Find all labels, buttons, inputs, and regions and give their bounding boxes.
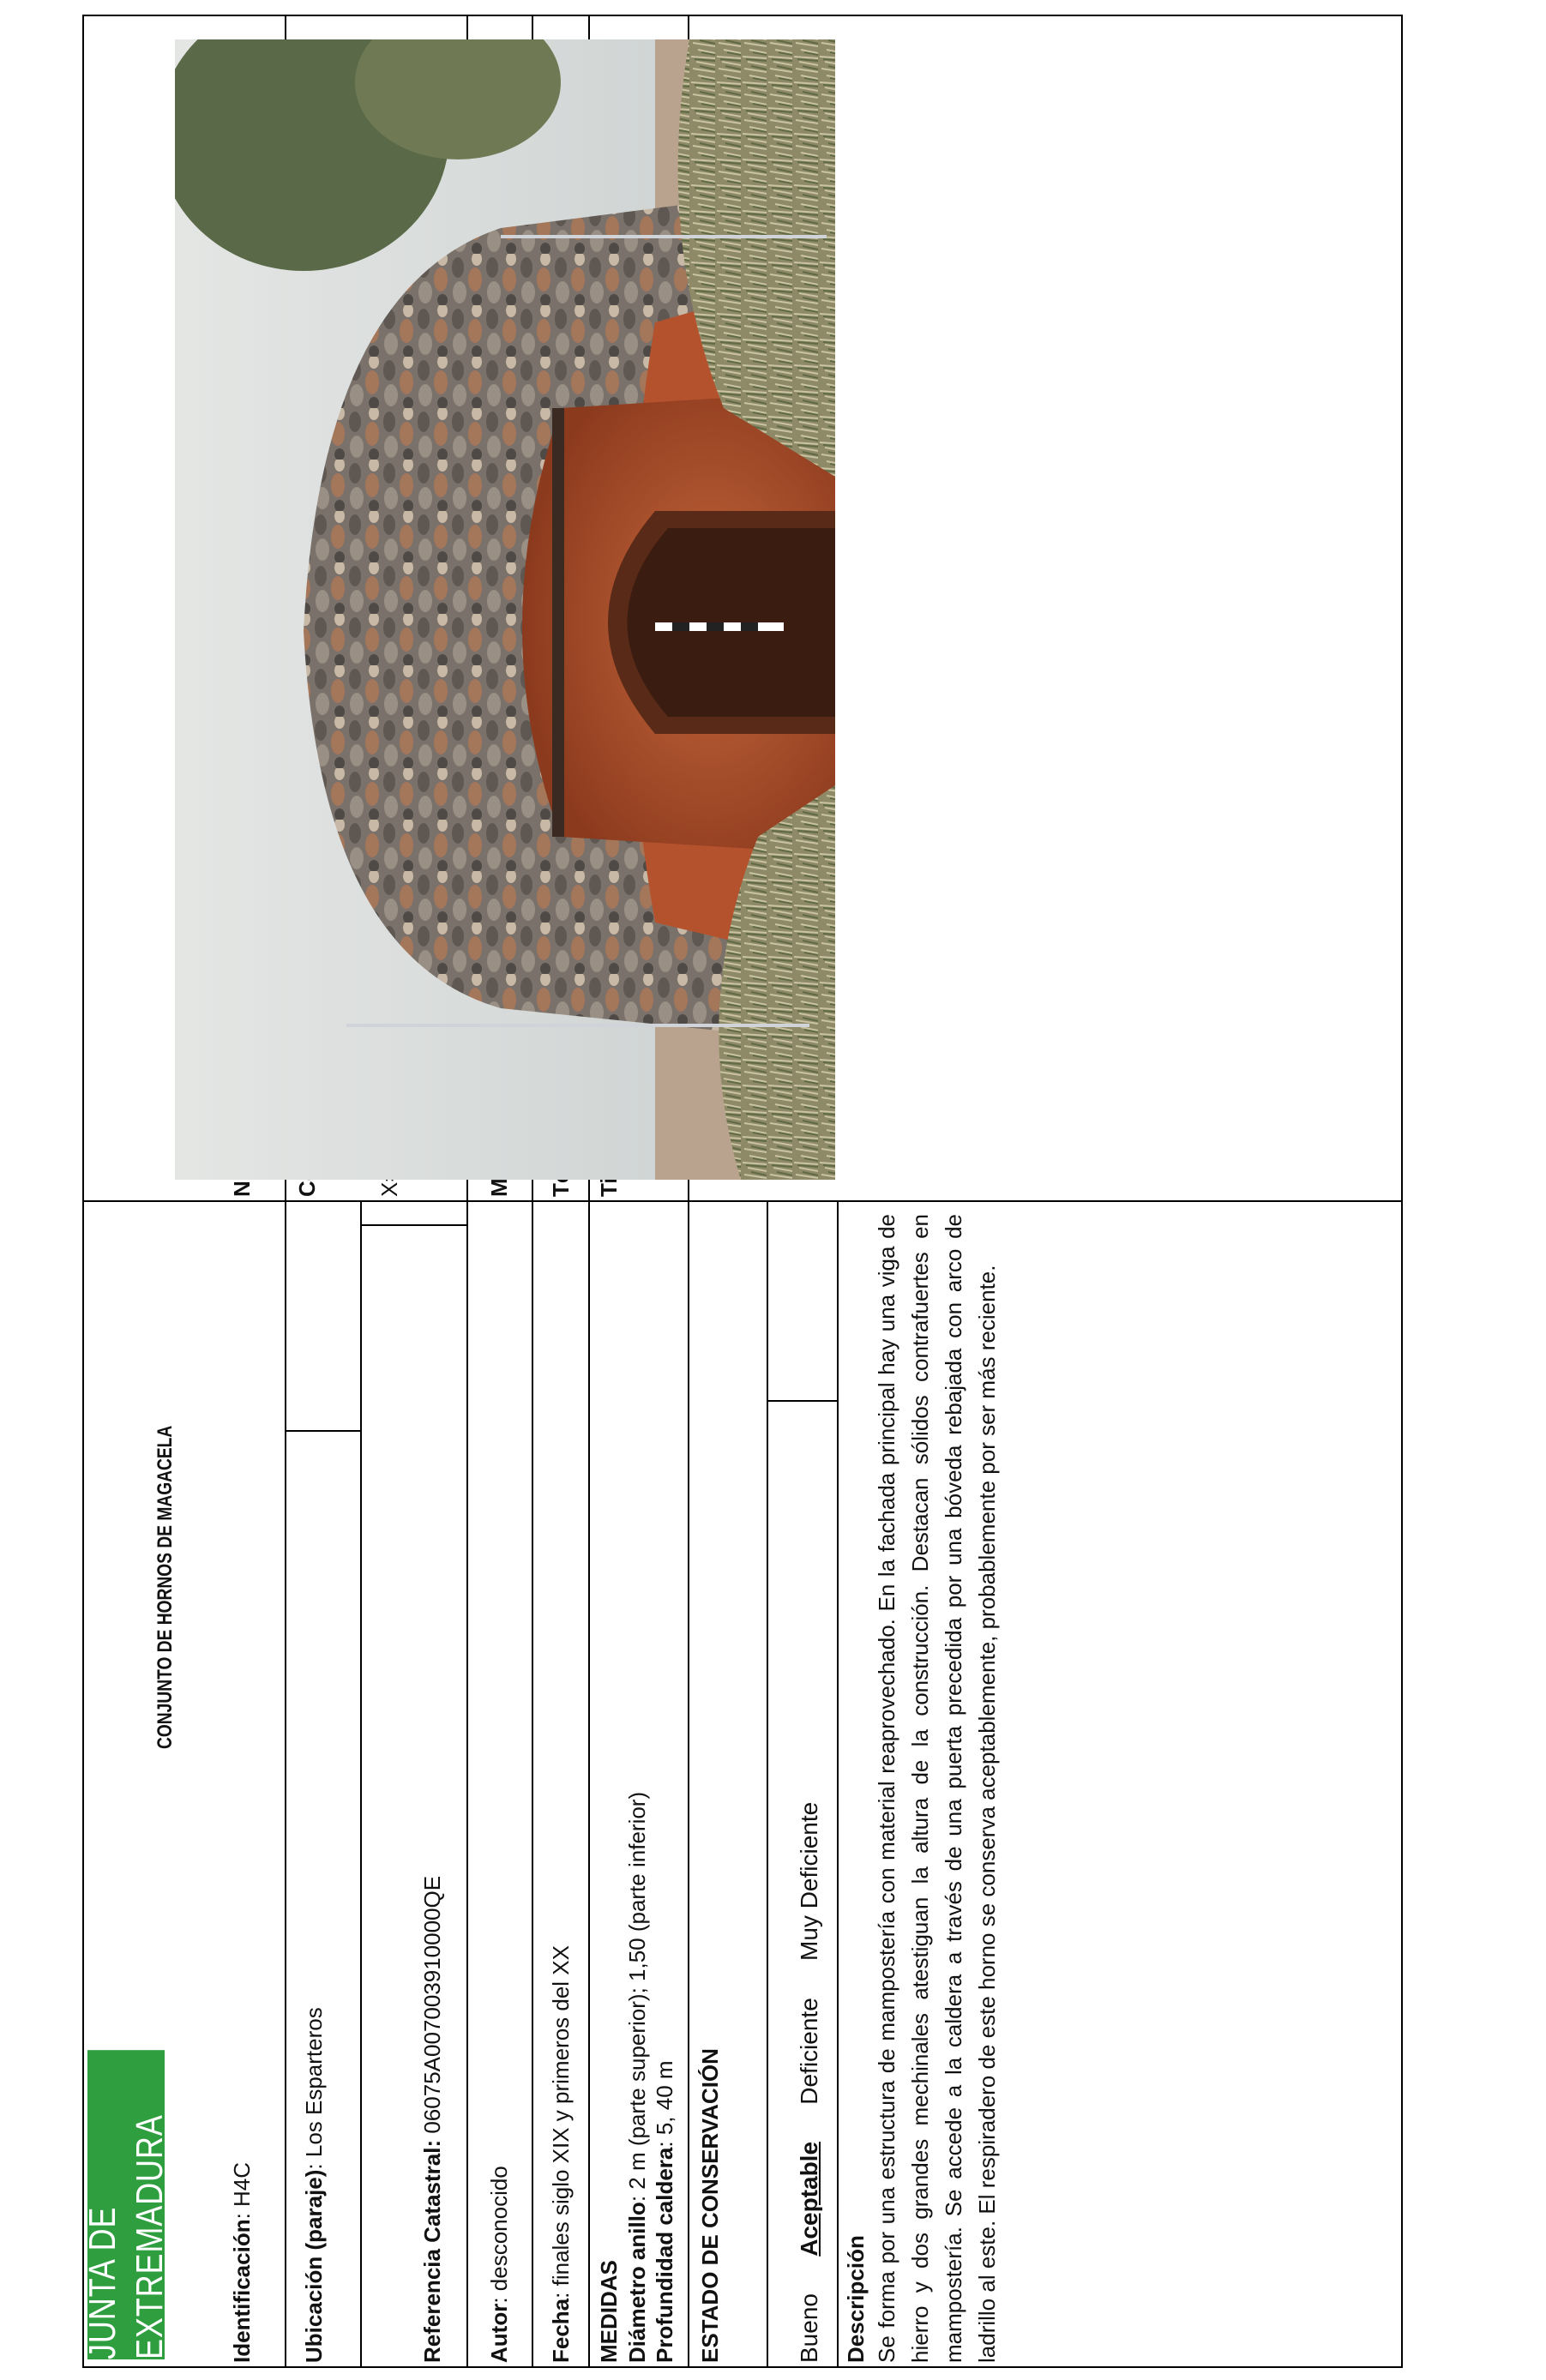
- medidas-heading: MEDIDAS: [596, 2260, 622, 2363]
- autor-row: [468, 1202, 533, 2366]
- estado-heading: ESTADO DE CONSERVACIÓN: [697, 2048, 723, 2363]
- ficha-sheet: [82, 15, 1403, 2368]
- identificacion-label: Identificación: [229, 2219, 255, 2363]
- ubicacion-row: [286, 1202, 362, 2366]
- profundidad-value: : 5, 40 m: [652, 2060, 677, 2148]
- fecha-label: Fecha: [548, 2298, 574, 2363]
- autor-value: : desconocido: [486, 2166, 512, 2304]
- descripcion-row: [839, 1202, 1405, 2366]
- kiln-illustration: [175, 39, 835, 1180]
- profundidad-field: [651, 1205, 679, 2363]
- medidas-row: [590, 1202, 689, 2366]
- document-title: CONJUNTO DE HORNOS DE MAGACELA: [153, 1425, 177, 1749]
- fecha-row: [533, 1202, 590, 2366]
- identificacion-field: [228, 2162, 256, 2363]
- diametro-value: : 2 m (parte superior); 1,50 (parte inferior): [623, 1791, 650, 2203]
- junta-logo: JUNTA DE EXTREMADURA: [87, 2050, 165, 2359]
- divider: [768, 1400, 839, 1402]
- diametro-field: [623, 1205, 652, 2363]
- referencia-row: [362, 1202, 468, 2366]
- estado-option-muy-deficiente: Muy Deficiente: [796, 1801, 822, 1961]
- profundidad-label: Profundidad caldera: [652, 2147, 677, 2363]
- estado-option-bueno: Bueno: [796, 2293, 822, 2363]
- autor-label: Autor: [486, 2303, 512, 2363]
- divider: [286, 1430, 362, 1432]
- header-row: [81, 1202, 286, 2366]
- referencia-label: Referencia Catastral:: [419, 2139, 445, 2363]
- descripcion-text: Se forma por una estructura de mampostería con material reaprovechado. En la fachada principal hay una viga de hierro y dos grandes mechinales atestiguan la altura de la construcción. Destacan sólidos contrafuertes en mampostería. Se accede a la caldera a través de una puerta precedida por una bóveda rebajada con arco de ladrillo al este. El respiradero de este horno se conserva aceptablemente, probablemente por ser más reciente.: [873, 1214, 1000, 2363]
- estado-options-row: [768, 1202, 839, 2366]
- referencia-value: 06075A007003910000QE: [419, 1875, 445, 2140]
- ubicacion-label: Ubicación (paraje): [301, 2169, 327, 2363]
- left-column: [81, 1200, 1401, 2366]
- divider: [362, 1224, 468, 1226]
- ubicacion-value: : Los Esparteros: [301, 2007, 327, 2170]
- diametro-label: Diámetro anillo: [623, 2202, 650, 2363]
- estado-heading-row: [689, 1202, 768, 2366]
- descripcion-heading: Descripción: [843, 2235, 869, 2363]
- fecha-value: : finales siglo XIX y primeros del XX: [548, 1945, 574, 2299]
- estado-option-deficiente: Deficiente: [796, 1998, 822, 2105]
- right-column: [84, 16, 1401, 1200]
- estado-option-aceptable: Aceptable: [796, 2141, 822, 2257]
- identificacion-value: : H4C: [229, 2161, 255, 2220]
- kiln-photo: [175, 39, 835, 1180]
